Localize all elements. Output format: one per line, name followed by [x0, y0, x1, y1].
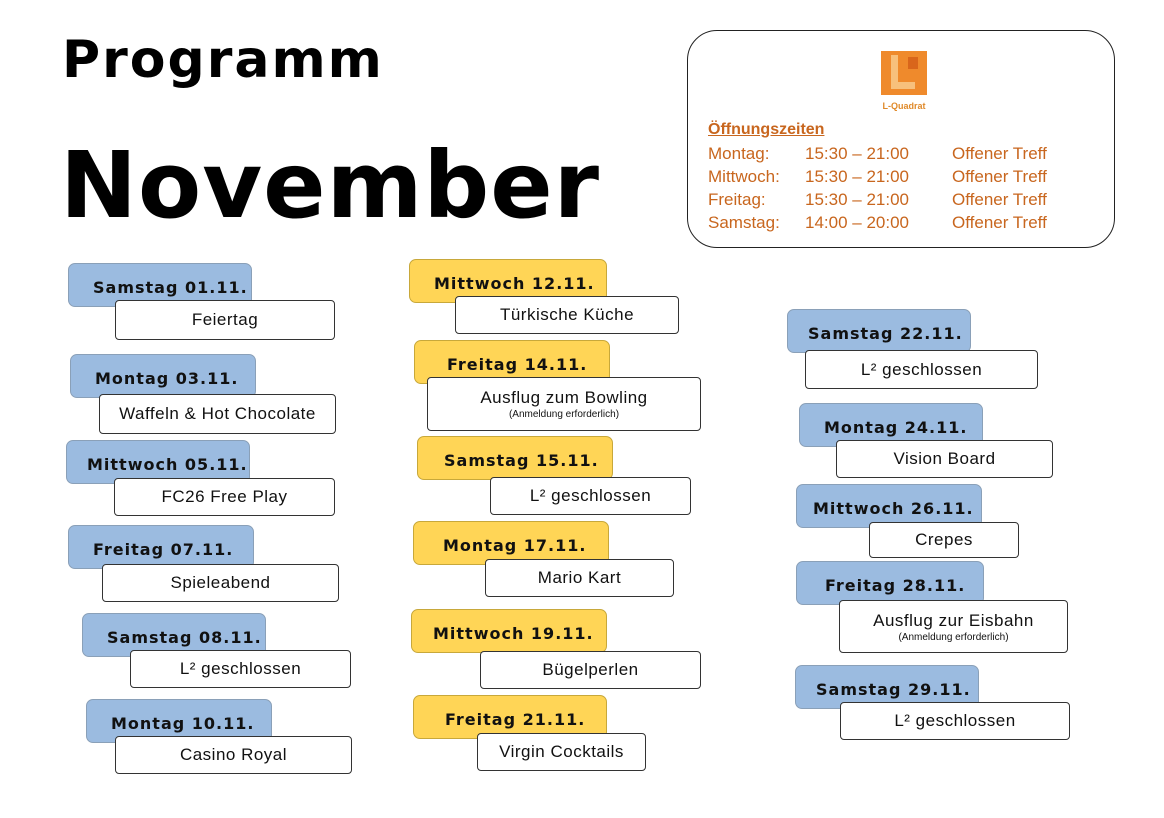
event-title-box [477, 733, 646, 771]
event-date-tag: Montag 17.11. [413, 521, 609, 565]
hours-day: Freitag: [708, 190, 766, 209]
l-quadrat-logo-icon [881, 51, 927, 95]
event-title: FC26 Free Play [161, 487, 288, 506]
event-title-box [485, 559, 674, 597]
event-title-box [480, 651, 701, 689]
event-title-box [114, 478, 335, 516]
event-title-box [490, 477, 691, 515]
event-note: (Anmeldung erforderlich) [898, 631, 1009, 643]
opening-hours-title: Öffnungszeiten [708, 121, 825, 138]
hours-label: Offener Treff [952, 190, 1047, 209]
opening-hours-card [687, 30, 1115, 248]
hours-day: Samstag: [708, 213, 780, 232]
event-title: Feiertag [191, 310, 259, 329]
hours-day: Montag: [708, 144, 770, 163]
hours-time: 15:30 – 21:00 [805, 144, 909, 163]
hours-day: Mittwoch: [708, 167, 780, 186]
event-title: Mario Kart [537, 568, 622, 587]
event-title: Waffeln & Hot Chocolate [119, 404, 316, 423]
event-title: Vision Board [893, 449, 996, 468]
event-title: Virgin Cocktails [499, 742, 624, 761]
event-title-box [130, 650, 351, 688]
program-title: Programm [62, 30, 384, 90]
hours-time: 15:30 – 21:00 [805, 190, 909, 209]
event-title: L² geschlossen [179, 659, 302, 678]
event-title-box [427, 377, 701, 431]
hours-time: 14:00 – 20:00 [805, 213, 909, 232]
event-title-box [869, 522, 1019, 558]
event-title-box [839, 600, 1068, 653]
event-title: Crepes [915, 530, 973, 549]
event-title-box [102, 564, 339, 602]
event-date-tag: Samstag 29.11. [795, 665, 979, 709]
event-title: Ausflug zum Bowling [480, 388, 648, 407]
event-date-tag: Freitag 21.11. [413, 695, 607, 739]
event-date-tag: Montag 03.11. [70, 354, 256, 398]
logo-text: L-Quadrat [882, 101, 926, 111]
event-title: Türkische Küche [499, 305, 635, 324]
hours-label: Offener Treff [952, 167, 1047, 186]
month-title: November [60, 132, 601, 239]
event-title: Casino Royal [179, 745, 288, 764]
event-title-box [99, 394, 336, 434]
event-title-box [840, 702, 1070, 740]
event-date-tag: Samstag 01.11. [68, 263, 252, 307]
event-title-box [836, 440, 1053, 478]
hours-label: Offener Treff [952, 213, 1047, 232]
event-title: L² geschlossen [894, 711, 1016, 730]
event-title: Spieleabend [170, 573, 271, 592]
hours-time: 15:30 – 21:00 [805, 167, 909, 186]
event-title: L² geschlossen [860, 359, 983, 379]
event-date-tag: Freitag 28.11. [796, 561, 984, 605]
event-title: L² geschlossen [529, 486, 652, 505]
event-title-box [115, 300, 335, 340]
event-date-tag: Mittwoch 12.11. [409, 259, 607, 303]
event-date-tag: Samstag 15.11. [417, 436, 613, 480]
event-date-tag: Mittwoch 05.11. [66, 440, 250, 484]
event-date-tag: Montag 10.11. [86, 699, 272, 743]
event-title-box [805, 350, 1038, 389]
event-date-tag: Samstag 08.11. [82, 613, 266, 657]
event-title: Ausflug zur Eisbahn [873, 610, 1034, 630]
event-date-tag: Montag 24.11. [799, 403, 983, 447]
hours-label: Offener Treff [952, 144, 1047, 163]
event-title-box [115, 736, 352, 774]
event-date-tag: Freitag 07.11. [68, 525, 254, 569]
event-date-tag: Mittwoch 19.11. [411, 609, 607, 653]
event-date-tag: Samstag 22.11. [787, 309, 971, 353]
event-title: Bügelperlen [542, 660, 639, 679]
event-date-tag: Freitag 14.11. [414, 340, 610, 384]
event-date-tag: Mittwoch 26.11. [796, 484, 982, 528]
event-note: (Anmeldung erforderlich) [508, 409, 620, 420]
event-title-box [455, 296, 679, 334]
